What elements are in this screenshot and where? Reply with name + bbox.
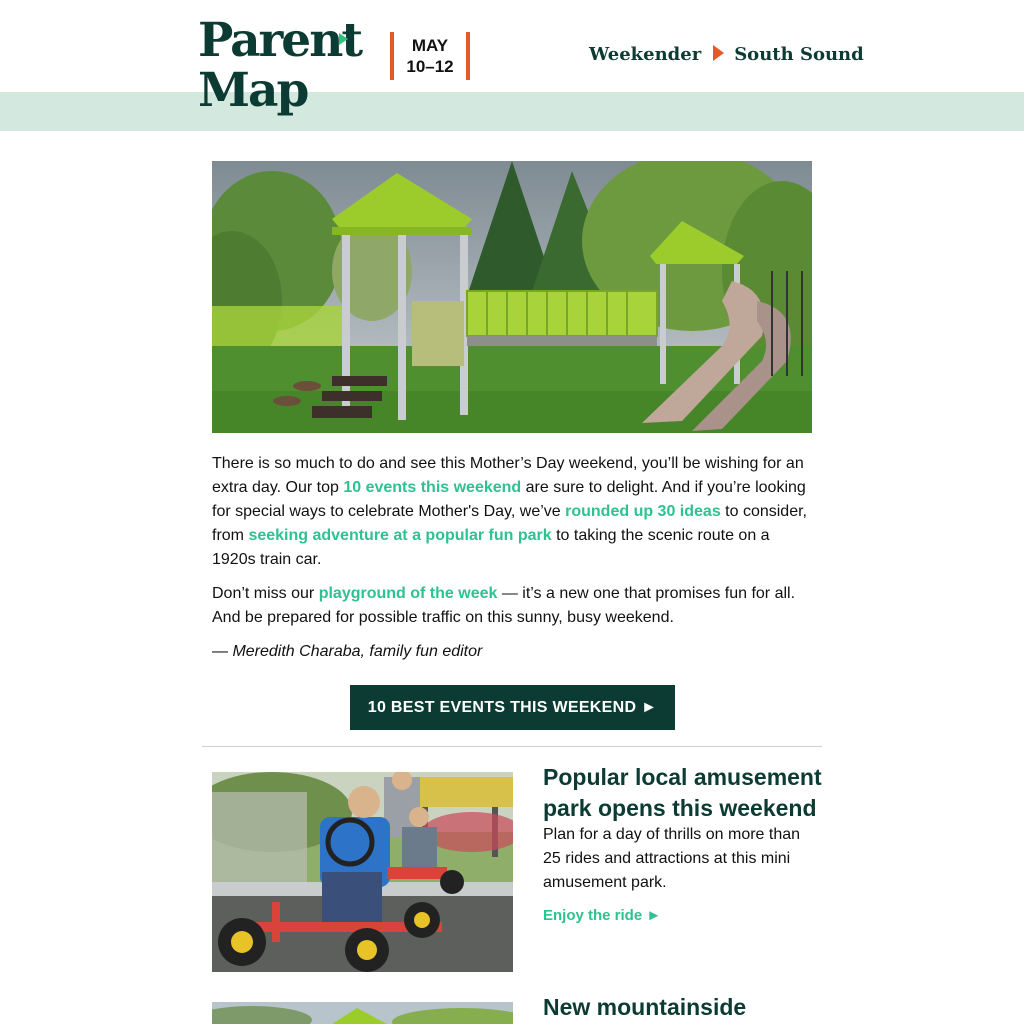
intro-text-run: There is so much to do and see this Mother’s Day weekend, you’ll be wishing for an extra day. Our top [212,455,804,496]
story-image-amusement-park[interactable] [212,772,513,972]
playground-illustration [212,161,812,433]
go-kart-photo [212,772,513,972]
hero-image-playground[interactable] [212,161,812,433]
editor-signature [212,640,812,664]
logo-line-1: Parent [198,13,362,68]
triangle-right-icon [713,45,724,61]
best-events-button[interactable]: 10 BEST EVENTS THIS WEEKEND ► [350,685,675,730]
link-fun-park[interactable]: seeking adventure at a popular fun park [248,527,552,544]
logo-play-icon [339,33,348,45]
logo-line-2: Map [198,63,308,118]
intro-text-run: — it’s a new one that promises fun for all. And be prepared for possible traffic on this sunny, busy weekend. [212,585,796,626]
signature-name: Meredith Charaba, family fun editor [232,643,483,660]
email-header [0,0,1024,131]
breadcrumb-region: South Sound [734,44,864,65]
date-box [390,32,470,80]
story-description: Plan for a day of thrills on more than 25 rides and attractions at this mini amusement park. [543,826,801,891]
story-title[interactable]: Popular local amusement park opens this weekend [543,764,822,821]
signature-dash: — [212,643,233,660]
intro-text-run: to taking the scenic route on a 1920s train car. [212,527,770,568]
date-days: 10–12 [406,57,454,76]
story-title[interactable]: New mountainside [543,994,747,1020]
intro-paragraph-1 [212,452,812,572]
link-playground-of-week[interactable]: playground of the week [318,585,498,602]
intro-text [212,452,812,674]
newsletter-breadcrumb [589,44,864,65]
story-read-more-link[interactable]: Enjoy the ride ► [543,907,662,924]
mountainside-photo [212,1002,513,1024]
link-30-ideas[interactable]: rounded up 30 ideas [565,503,721,520]
divider [202,746,822,747]
intro-text-run: to consider, from [212,503,807,544]
intro-text-run: are sure to delight. And if you’re looking for special ways to celebrate Mother's Day, we’ve [212,479,806,520]
parentmap-logo[interactable] [198,13,362,118]
intro-text-run: Don’t miss our [212,585,319,602]
breadcrumb-weekender: Weekender [589,44,702,65]
link-10-events[interactable]: 10 events this weekend [343,479,522,496]
date-month: MAY [411,36,449,55]
intro-paragraph-2 [212,582,812,630]
story-image-mountainside[interactable] [212,1002,513,1024]
